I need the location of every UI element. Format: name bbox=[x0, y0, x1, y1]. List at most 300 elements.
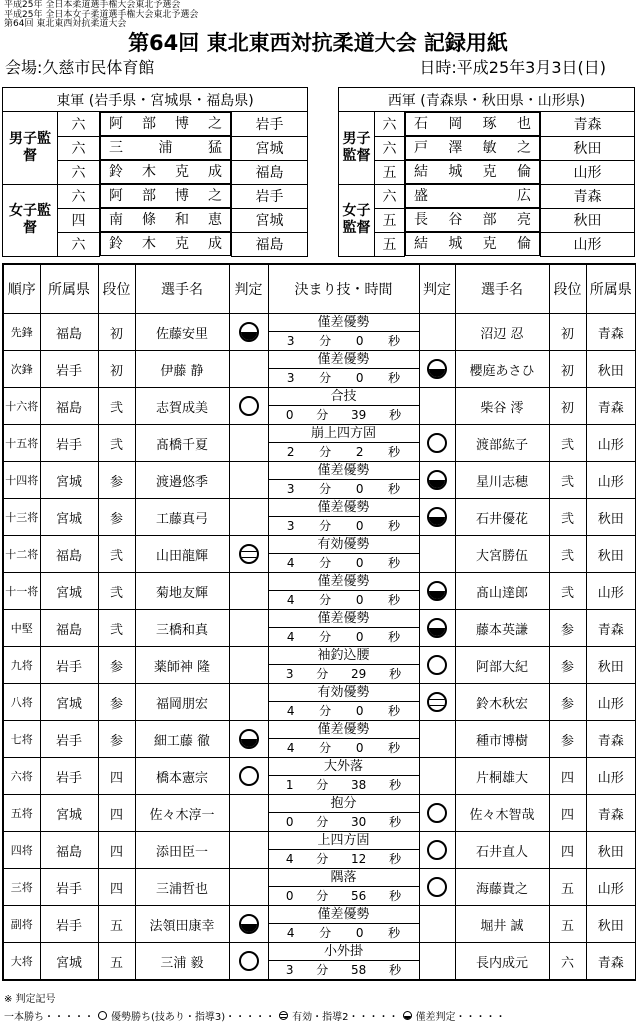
time-seconds: 0 bbox=[355, 630, 364, 644]
time-seconds: 39 bbox=[351, 408, 367, 422]
technique-name: 僅差優勢 bbox=[269, 314, 419, 332]
west-rank: 初 bbox=[549, 351, 586, 388]
west-rank: 五 bbox=[549, 869, 586, 906]
west-rank: 四 bbox=[549, 795, 586, 832]
east-pref: 宮城 bbox=[40, 462, 98, 499]
west-pref: 山形 bbox=[586, 758, 636, 795]
time-minutes: 0 bbox=[285, 815, 294, 829]
bout-record-table bbox=[2, 263, 636, 981]
coach-rank: 五 bbox=[375, 160, 405, 184]
west-judge bbox=[419, 869, 455, 906]
seconds-unit: 秒 bbox=[388, 482, 401, 496]
coach-row bbox=[3, 184, 308, 208]
technique-name: 小外掛 bbox=[269, 943, 419, 961]
east-player: 菊地友輝 bbox=[135, 573, 229, 610]
technique-time bbox=[268, 388, 419, 425]
bout-row bbox=[3, 832, 636, 869]
seconds-unit: 秒 bbox=[389, 815, 402, 829]
time-seconds: 0 bbox=[355, 926, 364, 940]
half-filled-circle-icon bbox=[239, 322, 259, 342]
half-filled-circle-icon bbox=[427, 359, 447, 379]
bout-position: 六将 bbox=[3, 758, 40, 795]
coach-rank: 五 bbox=[375, 232, 405, 256]
east-player: 三橋和真 bbox=[135, 610, 229, 647]
bout-row bbox=[3, 314, 636, 351]
east-pref: 岩手 bbox=[40, 425, 98, 462]
coach-row bbox=[339, 232, 635, 256]
bout-row bbox=[3, 351, 636, 388]
west-rank: 四 bbox=[549, 758, 586, 795]
time-readout bbox=[269, 480, 419, 498]
west-coaches-table bbox=[338, 87, 635, 257]
male-coach-label: 男子監督 bbox=[339, 112, 375, 185]
west-pref: 青森 bbox=[586, 610, 636, 647]
seconds-unit: 秒 bbox=[389, 408, 402, 422]
time-minutes: 3 bbox=[286, 371, 295, 385]
west-rank: 五 bbox=[549, 906, 586, 943]
west-rank: 弐 bbox=[549, 425, 586, 462]
east-judge bbox=[229, 684, 268, 721]
coach-rank: 六 bbox=[375, 184, 405, 208]
col-order: 順序 bbox=[3, 264, 40, 314]
west-pref: 山形 bbox=[586, 684, 636, 721]
west-pref: 青森 bbox=[586, 721, 636, 758]
east-judge bbox=[229, 314, 268, 351]
bout-row bbox=[3, 721, 636, 758]
east-rank: 四 bbox=[98, 758, 135, 795]
east-rank: 初 bbox=[98, 314, 135, 351]
venue-text: 会場:久慈市民体育館 bbox=[5, 58, 155, 77]
coach-pref: 岩手 bbox=[232, 112, 308, 137]
time-seconds: 38 bbox=[351, 778, 367, 792]
time-readout bbox=[269, 961, 419, 979]
west-player: 片桐雄大 bbox=[455, 758, 549, 795]
east-pref: 宮城 bbox=[40, 573, 98, 610]
technique-name: 僅差優勢 bbox=[269, 610, 419, 628]
west-player: 髙山達郎 bbox=[455, 573, 549, 610]
coach-name: 鈴 木 克 成 bbox=[100, 160, 231, 184]
bout-position: 副将 bbox=[3, 906, 40, 943]
bout-row bbox=[3, 462, 636, 499]
technique-time bbox=[268, 610, 419, 647]
minutes-unit: 分 bbox=[319, 926, 332, 940]
west-player: 石井直人 bbox=[455, 832, 549, 869]
west-pref: 青森 bbox=[586, 795, 636, 832]
legend bbox=[4, 1008, 506, 1023]
west-player: 星川志穂 bbox=[455, 462, 549, 499]
minutes-unit: 分 bbox=[316, 963, 329, 977]
east-rank: 初 bbox=[98, 351, 135, 388]
technique-name: 僅差優勢 bbox=[269, 351, 419, 369]
coach-pref: 福島 bbox=[232, 232, 308, 256]
half-filled-circle-icon bbox=[239, 729, 259, 749]
west-pref: 青森 bbox=[586, 314, 636, 351]
west-judge bbox=[419, 314, 455, 351]
west-rank: 弐 bbox=[549, 499, 586, 536]
coach-name: 石 岡 琢 也 bbox=[405, 112, 540, 136]
east-rank: 参 bbox=[98, 684, 135, 721]
time-readout bbox=[269, 443, 419, 461]
coach-row bbox=[339, 136, 635, 160]
east-rank: 参 bbox=[98, 721, 135, 758]
minutes-unit: 分 bbox=[319, 593, 332, 607]
minutes-unit: 分 bbox=[319, 334, 332, 348]
east-pref: 宮城 bbox=[40, 943, 98, 981]
technique-name: 抱分 bbox=[269, 795, 419, 813]
east-judge bbox=[229, 943, 268, 981]
technique-time bbox=[268, 721, 419, 758]
east-pref: 宮城 bbox=[40, 499, 98, 536]
time-seconds: 0 bbox=[355, 593, 364, 607]
bout-position: 四将 bbox=[3, 832, 40, 869]
east-judge bbox=[229, 499, 268, 536]
time-seconds: 56 bbox=[351, 889, 367, 903]
technique-time bbox=[268, 758, 419, 795]
technique-time bbox=[268, 351, 419, 388]
technique-name: 隅落 bbox=[269, 869, 419, 887]
west-player: 渡部紘子 bbox=[455, 425, 549, 462]
coach-row bbox=[3, 112, 308, 137]
half-filled-circle-icon bbox=[403, 1011, 412, 1020]
west-pref: 秋田 bbox=[586, 906, 636, 943]
time-seconds: 29 bbox=[351, 667, 367, 681]
bout-position: 大将 bbox=[3, 943, 40, 981]
time-minutes: 4 bbox=[286, 593, 295, 607]
bout-row bbox=[3, 906, 636, 943]
bout-row bbox=[3, 795, 636, 832]
west-rank: 弐 bbox=[549, 536, 586, 573]
east-judge bbox=[229, 832, 268, 869]
technique-time bbox=[268, 943, 419, 981]
minutes-unit: 分 bbox=[319, 741, 332, 755]
coach-pref: 青森 bbox=[541, 112, 635, 137]
west-judge bbox=[419, 943, 455, 981]
coach-rank: 六 bbox=[375, 112, 405, 137]
west-pref: 山形 bbox=[586, 425, 636, 462]
west-judge bbox=[419, 647, 455, 684]
seconds-unit: 秒 bbox=[388, 445, 401, 459]
legend-kinsa-label: 僅差判定・・・・・ bbox=[415, 1012, 506, 1023]
time-seconds: 0 bbox=[355, 704, 364, 718]
east-rank: 四 bbox=[98, 795, 135, 832]
east-judge bbox=[229, 758, 268, 795]
bout-position: 十一将 bbox=[3, 573, 40, 610]
coach-rank: 六 bbox=[58, 136, 100, 160]
technique-time bbox=[268, 536, 419, 573]
west-pref: 秋田 bbox=[586, 499, 636, 536]
east-player: 佐藤安里 bbox=[135, 314, 229, 351]
east-judge bbox=[229, 573, 268, 610]
circle-icon bbox=[427, 877, 447, 897]
west-judge bbox=[419, 684, 455, 721]
circle-icon bbox=[427, 433, 447, 453]
technique-name: 有効優勢 bbox=[269, 536, 419, 554]
time-seconds: 2 bbox=[355, 445, 364, 459]
east-rank: 四 bbox=[98, 832, 135, 869]
east-rank: 参 bbox=[98, 647, 135, 684]
east-player: 志賀成美 bbox=[135, 388, 229, 425]
time-readout bbox=[269, 739, 419, 757]
seconds-unit: 秒 bbox=[388, 334, 401, 348]
west-pref: 秋田 bbox=[586, 647, 636, 684]
east-judge bbox=[229, 536, 268, 573]
east-judge bbox=[229, 906, 268, 943]
time-seconds: 0 bbox=[355, 556, 364, 570]
west-pref: 青森 bbox=[586, 388, 636, 425]
west-judge bbox=[419, 425, 455, 462]
bout-row bbox=[3, 536, 636, 573]
west-pref: 山形 bbox=[586, 462, 636, 499]
east-judge bbox=[229, 425, 268, 462]
technique-name: 僅差優勢 bbox=[269, 573, 419, 591]
seconds-unit: 秒 bbox=[388, 519, 401, 533]
east-player: 法領田康幸 bbox=[135, 906, 229, 943]
east-pref: 福島 bbox=[40, 610, 98, 647]
west-pref: 青森 bbox=[586, 943, 636, 981]
coach-pref: 宮城 bbox=[232, 208, 308, 232]
col-rank-west: 段位 bbox=[549, 264, 586, 314]
time-minutes: 4 bbox=[286, 741, 295, 755]
bout-position: 十三将 bbox=[3, 499, 40, 536]
col-player-west: 選手名 bbox=[455, 264, 549, 314]
half-filled-circle-icon bbox=[427, 507, 447, 527]
west-rank: 四 bbox=[549, 832, 586, 869]
west-rank: 参 bbox=[549, 610, 586, 647]
time-seconds: 58 bbox=[351, 963, 367, 977]
technique-name: 上四方固 bbox=[269, 832, 419, 850]
date-text: 日時:平成25年3月3日(日) bbox=[419, 58, 606, 77]
bout-position: 十六将 bbox=[3, 388, 40, 425]
circle-icon bbox=[239, 951, 259, 971]
coach-name: 鈴 木 克 成 bbox=[100, 232, 231, 256]
bout-position: 次鋒 bbox=[3, 351, 40, 388]
time-minutes: 3 bbox=[286, 334, 295, 348]
east-player: 橋本憲宗 bbox=[135, 758, 229, 795]
bout-position: 五将 bbox=[3, 795, 40, 832]
time-readout bbox=[269, 776, 419, 794]
minutes-unit: 分 bbox=[316, 889, 329, 903]
technique-name: 僅差優勢 bbox=[269, 462, 419, 480]
coach-row bbox=[339, 208, 635, 232]
west-judge bbox=[419, 906, 455, 943]
seconds-unit: 秒 bbox=[388, 593, 401, 607]
seconds-unit: 秒 bbox=[388, 630, 401, 644]
circle-icon bbox=[239, 396, 259, 416]
male-coach-label: 男子監督 bbox=[3, 112, 58, 185]
time-minutes: 4 bbox=[286, 704, 295, 718]
time-readout bbox=[269, 850, 419, 868]
west-player: 種市博樹 bbox=[455, 721, 549, 758]
minutes-unit: 分 bbox=[319, 630, 332, 644]
half-filled-circle-icon bbox=[427, 581, 447, 601]
bout-row bbox=[3, 499, 636, 536]
east-pref: 岩手 bbox=[40, 906, 98, 943]
time-minutes: 3 bbox=[285, 667, 294, 681]
west-rank: 参 bbox=[549, 721, 586, 758]
technique-time bbox=[268, 425, 419, 462]
technique-time bbox=[268, 647, 419, 684]
east-judge bbox=[229, 721, 268, 758]
east-rank: 弐 bbox=[98, 388, 135, 425]
bout-row bbox=[3, 425, 636, 462]
bout-position: 中堅 bbox=[3, 610, 40, 647]
bout-position: 先鋒 bbox=[3, 314, 40, 351]
circle-icon bbox=[239, 766, 259, 786]
coach-name: 三 浦 猛 bbox=[100, 136, 231, 160]
time-readout bbox=[269, 665, 419, 683]
time-minutes: 3 bbox=[285, 963, 294, 977]
east-rank: 四 bbox=[98, 869, 135, 906]
coach-pref: 宮城 bbox=[232, 136, 308, 160]
header-line-3: 第64回 東北東西対抗柔道大会 bbox=[4, 19, 127, 29]
east-judge bbox=[229, 795, 268, 832]
time-readout bbox=[269, 702, 419, 720]
technique-name: 僅差優勢 bbox=[269, 499, 419, 517]
time-minutes: 4 bbox=[285, 852, 294, 866]
time-readout bbox=[269, 628, 419, 646]
west-judge bbox=[419, 832, 455, 869]
east-judge bbox=[229, 610, 268, 647]
seconds-unit: 秒 bbox=[389, 963, 402, 977]
coach-pref: 秋田 bbox=[541, 208, 635, 232]
col-rank-east: 段位 bbox=[98, 264, 135, 314]
legend-title: ※ 判定記号 bbox=[4, 994, 56, 1005]
coach-row bbox=[339, 112, 635, 137]
time-seconds: 30 bbox=[351, 815, 367, 829]
coach-pref: 青森 bbox=[541, 184, 635, 208]
east-pref: 宮城 bbox=[40, 795, 98, 832]
col-pref-east: 所属県 bbox=[40, 264, 98, 314]
female-coach-label: 女子監督 bbox=[339, 184, 375, 256]
technique-time bbox=[268, 684, 419, 721]
west-rank: 初 bbox=[549, 314, 586, 351]
west-player: 阿部大紀 bbox=[455, 647, 549, 684]
east-judge bbox=[229, 351, 268, 388]
seconds-unit: 秒 bbox=[389, 667, 402, 681]
legend-yuko-label: 有効・指導2・・・・・ bbox=[292, 1012, 399, 1023]
west-player: 海藤貴之 bbox=[455, 869, 549, 906]
page-title: 第64回 東北東西対抗柔道大会 記録用紙 bbox=[128, 31, 508, 55]
half-filled-circle-icon bbox=[427, 470, 447, 490]
seconds-unit: 秒 bbox=[388, 926, 401, 940]
seconds-unit: 秒 bbox=[388, 704, 401, 718]
east-pref: 岩手 bbox=[40, 869, 98, 906]
col-pref-west: 所属県 bbox=[586, 264, 636, 314]
west-judge bbox=[419, 388, 455, 425]
east-pref: 岩手 bbox=[40, 351, 98, 388]
technique-time bbox=[268, 462, 419, 499]
west-pref: 秋田 bbox=[586, 536, 636, 573]
bout-position: 七将 bbox=[3, 721, 40, 758]
west-judge bbox=[419, 462, 455, 499]
east-player: 山田龍輝 bbox=[135, 536, 229, 573]
technique-time bbox=[268, 573, 419, 610]
east-heading: 東軍 (岩手県・宮城県・福島県) bbox=[3, 88, 308, 112]
west-player: 櫻庭あさひ bbox=[455, 351, 549, 388]
coach-rank: 六 bbox=[58, 232, 100, 256]
minutes-unit: 分 bbox=[316, 778, 329, 792]
east-player: 福岡朋宏 bbox=[135, 684, 229, 721]
east-rank: 参 bbox=[98, 499, 135, 536]
east-judge bbox=[229, 869, 268, 906]
east-pref: 福島 bbox=[40, 832, 98, 869]
technique-time bbox=[268, 869, 419, 906]
coach-name: 長 谷 部 亮 bbox=[405, 208, 540, 232]
col-judge-west: 判定 bbox=[419, 264, 455, 314]
coach-name: 戸 澤 敏 之 bbox=[405, 136, 540, 160]
time-minutes: 3 bbox=[286, 482, 295, 496]
east-player: 工藤真弓 bbox=[135, 499, 229, 536]
coach-rank: 六 bbox=[58, 160, 100, 184]
west-rank: 弐 bbox=[549, 462, 586, 499]
coach-name: 阿 部 博 之 bbox=[100, 184, 231, 208]
east-pref: 岩手 bbox=[40, 758, 98, 795]
west-player: 柴谷 澪 bbox=[455, 388, 549, 425]
coach-pref: 福島 bbox=[232, 160, 308, 184]
east-rank: 弐 bbox=[98, 425, 135, 462]
circle-icon bbox=[427, 803, 447, 823]
technique-time bbox=[268, 906, 419, 943]
east-rank: 弐 bbox=[98, 573, 135, 610]
technique-time bbox=[268, 795, 419, 832]
east-player: 添田臣一 bbox=[135, 832, 229, 869]
east-rank: 五 bbox=[98, 943, 135, 981]
technique-name: 有効優勢 bbox=[269, 684, 419, 702]
time-minutes: 3 bbox=[286, 519, 295, 533]
east-pref: 福島 bbox=[40, 388, 98, 425]
east-player: 伊藤 静 bbox=[135, 351, 229, 388]
coach-name: 盛 広 bbox=[405, 184, 540, 208]
bout-row bbox=[3, 573, 636, 610]
technique-name: 大外落 bbox=[269, 758, 419, 776]
seconds-unit: 秒 bbox=[389, 778, 402, 792]
east-player: 細工藤 徹 bbox=[135, 721, 229, 758]
east-player: 三浦哲也 bbox=[135, 869, 229, 906]
coach-name: 南 條 和 恵 bbox=[100, 208, 231, 232]
coach-rank: 五 bbox=[375, 208, 405, 232]
half-filled-circle-icon bbox=[239, 914, 259, 934]
west-player: 長内成元 bbox=[455, 943, 549, 981]
bout-position: 十五将 bbox=[3, 425, 40, 462]
legend-ippon-label: 一本勝ち・・・・・ bbox=[4, 1012, 94, 1023]
technique-time bbox=[268, 832, 419, 869]
minutes-unit: 分 bbox=[316, 852, 329, 866]
header-line-2: 平成25年 全日本女子柔道選手権大会東北予選会 bbox=[4, 10, 199, 20]
east-rank: 弐 bbox=[98, 536, 135, 573]
seconds-unit: 秒 bbox=[388, 371, 401, 385]
seconds-unit: 秒 bbox=[388, 556, 401, 570]
east-pref: 宮城 bbox=[40, 684, 98, 721]
time-readout bbox=[269, 887, 419, 905]
time-readout bbox=[269, 332, 419, 350]
east-pref: 福島 bbox=[40, 314, 98, 351]
east-player: 髙橋千夏 bbox=[135, 425, 229, 462]
coach-pref: 秋田 bbox=[541, 136, 635, 160]
time-readout bbox=[269, 924, 419, 942]
technique-name: 僅差優勢 bbox=[269, 721, 419, 739]
header-line-1: 平成25年 全日本柔道選手権大会東北予選会 bbox=[4, 0, 181, 10]
west-pref: 山形 bbox=[586, 869, 636, 906]
circle-icon bbox=[98, 1011, 107, 1020]
west-judge bbox=[419, 573, 455, 610]
time-minutes: 4 bbox=[286, 630, 295, 644]
coach-pref: 山形 bbox=[541, 160, 635, 184]
coach-name: 阿 部 博 之 bbox=[100, 112, 231, 136]
female-coach-label: 女子監督 bbox=[3, 184, 58, 256]
minutes-unit: 分 bbox=[316, 815, 329, 829]
west-judge bbox=[419, 721, 455, 758]
time-minutes: 0 bbox=[285, 889, 294, 903]
